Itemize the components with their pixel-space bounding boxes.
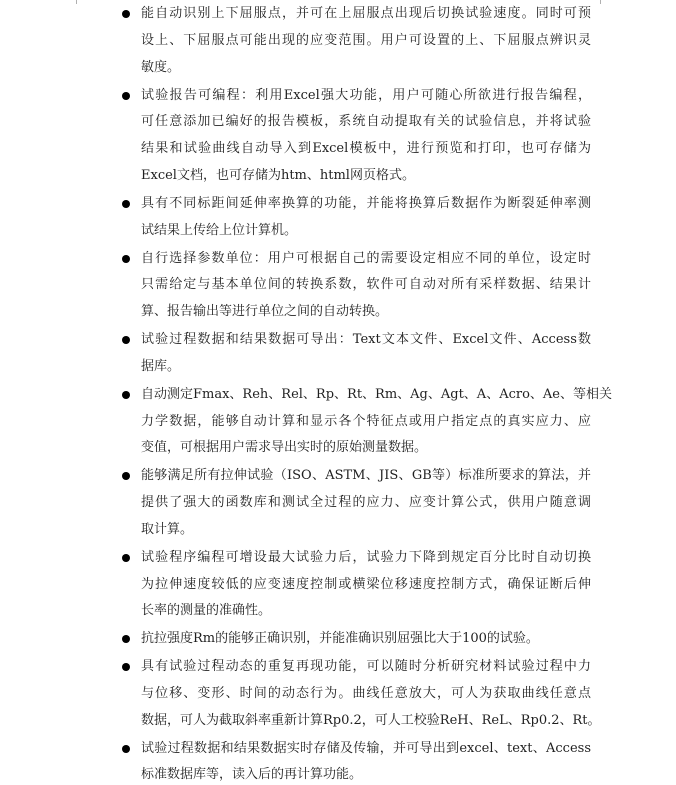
bullet-text-line: 自动测定Fmax、Reh、Rel、Rp、Rt、Rm、Ag、Agt、A、Acro、Ae、等相关 [141, 386, 612, 402]
bullet-text-line: 长率的测量的准确性。 [141, 603, 272, 619]
bullet-text-line: 与位移、变形、时间的动态行为。曲线任意放大，可人为获取曲线任意点 [141, 685, 591, 701]
bullet-dot-icon [122, 391, 130, 399]
page-corner-mark-left [76, 0, 77, 4]
bullet-text-line: 为拉伸速度较低的应变速度控制或横梁位移速度控制方式，确保证断后伸 [141, 576, 591, 592]
bullet-text-line: Excel文档，也可存储为htm、html网页格式。 [141, 167, 415, 183]
page-corner-mark-right [600, 0, 601, 4]
bullet-text-line: 据库。 [141, 358, 181, 374]
bullet-text-line: 能够满足所有拉伸试验（ISO、ASTM、JIS、GB等）标准所要求的算法，并 [141, 468, 591, 484]
bullet-dot-icon [122, 92, 130, 100]
bullet-text-line: 具有试验过程动态的重复再现功能，可以随时分析研究材料试验过程中力 [141, 659, 591, 675]
bullet-dot-icon [122, 663, 130, 671]
bullet-dot-icon [122, 200, 130, 208]
bullet-text-line: 变值，可根据用户需求导出实时的原始测量数据。 [141, 440, 428, 456]
bullet-text-line: 试结果上传给上位计算机。 [141, 222, 298, 238]
bullet-dot-icon [122, 255, 130, 263]
bullet-text-line: 试验报告可编程：利用Excel强大功能，用户可随心所欲进行报告编程， [141, 87, 591, 103]
bullet-text-line: 只需给定与基本单位间的转换系数，软件可自动对所有采样数据、结果计 [141, 277, 591, 293]
bullet-text-line: 设上、下屈服点可能出现的应变范围。用户可设置的上、下屈服点辨识灵 [141, 32, 591, 48]
bullet-text-line: 能自动识别上下屈服点，并可在上屈服点出现后切换试验速度。同时可预 [141, 6, 591, 21]
bullet-text-line: 数据，可人为截取斜率重新计算Rp0.2，可人工校验ReH、ReL、Rp0.2、Rt。 [141, 712, 601, 728]
bullet-text-line: 结果和试验曲线自动导入到Excel模板中，进行预览和打印，也可存储为 [141, 141, 591, 157]
bullet-text-line: 试验程序编程可增设最大试验力后，试验力下降到规定百分比时自动切换 [141, 549, 591, 565]
bullet-text-line: 算、报告输出等进行单位之间的自动转换。 [141, 304, 389, 320]
bullet-text-line: 取计算。 [141, 521, 194, 537]
bullet-text-line: 自行选择参数单位：用户可根据自己的需要设定相应不同的单位，设定时 [141, 250, 591, 266]
bullet-dot-icon [122, 336, 130, 344]
bullet-dot-icon [122, 472, 130, 480]
bullet-dot-icon [122, 745, 130, 753]
bullet-dot-icon [122, 554, 130, 562]
bullet-text-line: 敏度。 [141, 59, 181, 75]
bullet-text-line: 抗拉强度Rm的能够正确识别，并能准确识别屈强比大于100的试验。 [141, 631, 539, 647]
bullet-dot-icon [122, 10, 130, 18]
bullet-text-line: 试验过程数据和结果数据实时存储及传输，并可导出到excel、text、Access [141, 740, 591, 756]
bullet-text-line: 标准数据库等，读入后的再计算功能。 [141, 767, 363, 783]
bullet-text-line: 具有不同标距间延伸率换算的功能，并能将换算后数据作为断裂延伸率测 [141, 195, 591, 211]
bullet-text-line: 提供了强大的函数库和测试全过程的应力、应变计算公式，供用户随意调 [141, 495, 591, 510]
bullet-text-line: 可任意添加已编好的报告模板，系统自动提取有关的试验信息，并将试验 [141, 114, 591, 130]
bullet-text-line: 试验过程数据和结果数据可导出：Text文本文件、Excel文件、Access数 [141, 332, 591, 347]
bullet-text-line: 力学数据，能够自动计算和显示各个特征点或用户指定点的真实应力、应 [141, 413, 591, 429]
bullet-dot-icon [122, 635, 130, 643]
